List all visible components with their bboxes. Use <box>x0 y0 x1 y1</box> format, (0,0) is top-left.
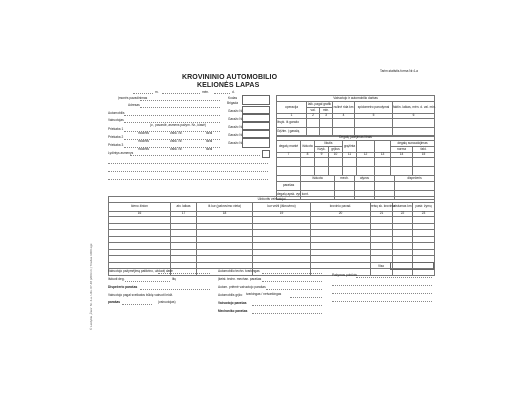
col-num: 22 <box>393 212 413 217</box>
trailer2-model: modelis <box>138 139 149 143</box>
task-cell[interactable] <box>253 269 311 276</box>
work-table <box>276 95 435 137</box>
escort-label: Lydintys asmenys <box>108 151 134 155</box>
address-label: Adresas <box>128 103 140 107</box>
org-label: Įmonės pavadinimas <box>118 96 148 100</box>
task-col-distance: atstumas km <box>393 203 413 212</box>
driver-label: Vairuotojas <box>108 118 124 122</box>
footer-mid-sub: tvarkingas / netvarkingas <box>246 292 282 296</box>
cell[interactable] <box>355 119 393 128</box>
trailer3-label: Priekaba 3 <box>108 143 124 147</box>
footer-left-suffix: litų <box>172 277 177 281</box>
col-num: 17 <box>171 212 197 217</box>
operation-label: operacija <box>277 102 307 114</box>
sign-col-oil: alyvos <box>355 176 375 182</box>
fuel-col-grade: degalų markė <box>277 141 301 153</box>
title-line1: KROVININIO AUTOMOBILIO <box>182 74 278 81</box>
fuel-col-extra2 <box>375 141 391 153</box>
task-col-cargo: krovinio pavad. <box>311 203 371 212</box>
trailer1-label: Priekaba 1 <box>108 127 124 131</box>
garage-label-1: Garažo Nr. <box>228 109 244 113</box>
footer-mid-2: Įkeist. techn. mechan. parašas <box>218 277 262 281</box>
date-year-suffix: m. <box>155 90 159 94</box>
side-text: © Leidykla „Žara“ Nr. 4-a. Užs. 07-48 (2003 m.) Tiražas 1000 egz. <box>89 242 93 330</box>
col-num: 11 <box>343 153 357 158</box>
cell[interactable] <box>301 158 315 167</box>
escort-box[interactable] <box>262 150 270 158</box>
col-num: 6 <box>393 114 435 119</box>
cell[interactable] <box>329 158 343 167</box>
col-num: 4 <box>333 114 355 119</box>
fuel-col-balance: likutis <box>315 141 343 147</box>
fuel-col-issued: išduota <box>301 141 315 153</box>
footer-left-sign: (vairuotojas) <box>158 300 176 304</box>
tasks-table <box>108 196 435 276</box>
col-num: 8 <box>301 153 315 158</box>
work-header: Vairuotojo ir automobilio darbas <box>277 96 435 102</box>
total-label: Viso <box>378 264 385 268</box>
trailer2-label: Priekaba 2 <box>108 135 124 139</box>
garage-box-2[interactable] <box>242 114 270 122</box>
col-num: 1 <box>277 114 307 119</box>
task-col-to: kur vežti (iškrovimo) <box>253 203 311 212</box>
footer-left-2: Išduoti deg. <box>108 277 125 281</box>
fuel-sub-fact: fakt. <box>413 147 435 153</box>
col-num: 14 <box>391 153 413 158</box>
task-col-from: iš kur (pakrovimo vieta) <box>197 203 253 212</box>
date-day-suffix: d. <box>232 90 235 94</box>
footer-left-5: parašas <box>108 300 121 304</box>
task-col-whom: kieno žinion <box>109 203 171 212</box>
cell[interactable] <box>277 158 301 167</box>
col-schedule: laik. pagal grafik <box>307 101 332 106</box>
code-box[interactable] <box>242 95 270 105</box>
col-num: 5 <box>355 114 393 119</box>
col-num: 21 <box>371 212 393 217</box>
task-col-arrival: atv. laikas <box>171 203 197 212</box>
row-return: Grįžim. į garažą <box>277 128 307 137</box>
trailer1-tare: tarai <box>206 131 213 135</box>
cell[interactable] <box>357 158 375 167</box>
sign-row-controller: degalų apsk. vyr. kont. <box>277 191 301 200</box>
trailer2-tare: tarai <box>206 139 213 143</box>
col-num: 7 <box>277 153 301 158</box>
garage-label-4: Garažo Nr. <box>228 133 244 137</box>
col-num: 18 <box>197 212 253 217</box>
col-num: 16 <box>109 212 171 217</box>
col-num: 12 <box>357 153 375 158</box>
footer-mid-5: Vairuotojo parašas <box>218 301 247 305</box>
fuel-col-consumption: degalų sunaudojimas <box>391 141 435 147</box>
col-num: 23 <box>413 212 435 217</box>
cell[interactable] <box>355 182 375 191</box>
trailer3-tare: tarai <box>206 147 213 151</box>
cell[interactable] <box>315 158 329 167</box>
fuel-col-returned: grąžinta <box>343 141 357 153</box>
cell[interactable] <box>413 158 435 167</box>
row-departure: Išvyk. iš garažo <box>277 119 307 128</box>
total-box[interactable] <box>390 262 434 270</box>
garage-label-2: Garažo Nr. <box>228 117 244 121</box>
col-num: 9 <box>315 153 329 158</box>
title-line2: KELIONĖS LAPAS <box>197 82 260 89</box>
sign-col-mech: mech. <box>335 176 355 182</box>
automobile-label: Automobilis <box>108 111 125 115</box>
cell[interactable] <box>391 158 413 167</box>
tasks-header: Užduotis vairuotojui <box>109 197 435 203</box>
footer-left-3: Dispečerio parašas <box>108 285 138 289</box>
fuel-sub-norm: norma <box>391 147 413 153</box>
col-speedo: spidometro parodymai <box>355 102 393 114</box>
cell[interactable] <box>335 182 355 191</box>
footer-mid-6: Mechaniko parašas <box>218 309 248 313</box>
col-num: 15 <box>413 153 435 158</box>
fuel-header: Degalų judėjimas litrais <box>277 136 435 141</box>
col-minutes: min. <box>320 108 333 114</box>
col-num: 19 <box>253 212 311 217</box>
footer-mid-4: Automobilis grįžo <box>218 293 243 297</box>
cell[interactable] <box>320 119 333 128</box>
footer-left-4: Vairuotojo pagal sveikatos būklę vairuoti leidž. <box>108 293 173 297</box>
trailer3-plate: valst. Nr. <box>170 147 183 151</box>
fuel-col-extra <box>357 141 375 153</box>
garage-box-4[interactable] <box>242 130 270 138</box>
trailer1-model: modelis <box>138 131 149 135</box>
cell[interactable] <box>375 158 391 167</box>
trailer2-plate: valst. Nr. <box>170 139 183 143</box>
garage-box-5[interactable] <box>242 138 270 148</box>
brigade-label: Brigada <box>227 101 238 105</box>
col-num: 10 <box>329 153 343 158</box>
sign-row-signature: parašas <box>277 182 301 191</box>
cell[interactable] <box>301 182 335 191</box>
date-month-suffix: mėn. <box>202 90 210 94</box>
col-num: 13 <box>375 153 391 158</box>
garage-box-3[interactable] <box>242 122 270 130</box>
fuel-sub-departure: išvyk. <box>315 147 329 153</box>
col-num: 3 <box>320 114 333 119</box>
trailer3-model: modelis <box>138 147 149 151</box>
footer-mid-1: Automobilio techn. tvarkingas <box>218 269 260 273</box>
footer-mid-3: Autom. priėmė vairuotojo parašas <box>218 285 266 289</box>
trailer1-plate: valst. Nr. <box>170 131 183 135</box>
sign-col-issued: išduota <box>301 176 335 182</box>
code-label: Kodas <box>228 96 238 100</box>
col-num: 20 <box>311 212 371 217</box>
col-zero-km: nulinė rida km <box>333 102 355 114</box>
garage-label-5: Garažo Nr. <box>228 141 244 145</box>
footer-left-1: Vairuotojo pažymėjimą patikrino, užduotį davė <box>108 269 173 273</box>
task-col-marks: pasir. žymų <box>413 203 435 212</box>
cell[interactable] <box>333 119 355 128</box>
col-hours: val. <box>307 108 320 114</box>
task-cell[interactable] <box>171 269 197 276</box>
task-col-trips: reisų sk. kroviniu <box>371 203 393 212</box>
sign-col-dispatcher: dispečeris <box>395 176 435 182</box>
cell[interactable] <box>343 158 357 167</box>
fuel-sub-return: grįžus <box>329 147 343 153</box>
col-fact-time: faktin. laikas, mėn. d. val. min. <box>393 102 435 114</box>
cell[interactable] <box>395 182 435 191</box>
cell[interactable] <box>393 119 435 128</box>
col-num: 2 <box>307 114 320 119</box>
cell[interactable] <box>307 119 320 128</box>
garage-label-3: Garažo Nr. <box>228 125 244 129</box>
form-note: Tarim.statistis.forma Nr.4-a <box>380 69 418 73</box>
driver-sub: (v., pavardė, asmens pažym. Nr., klasė) <box>150 123 206 127</box>
garage-box-1[interactable] <box>242 106 270 114</box>
footer-right-1: Pažymos pobūvis <box>332 273 357 277</box>
cell[interactable] <box>375 182 395 191</box>
fuel-table <box>276 135 435 176</box>
